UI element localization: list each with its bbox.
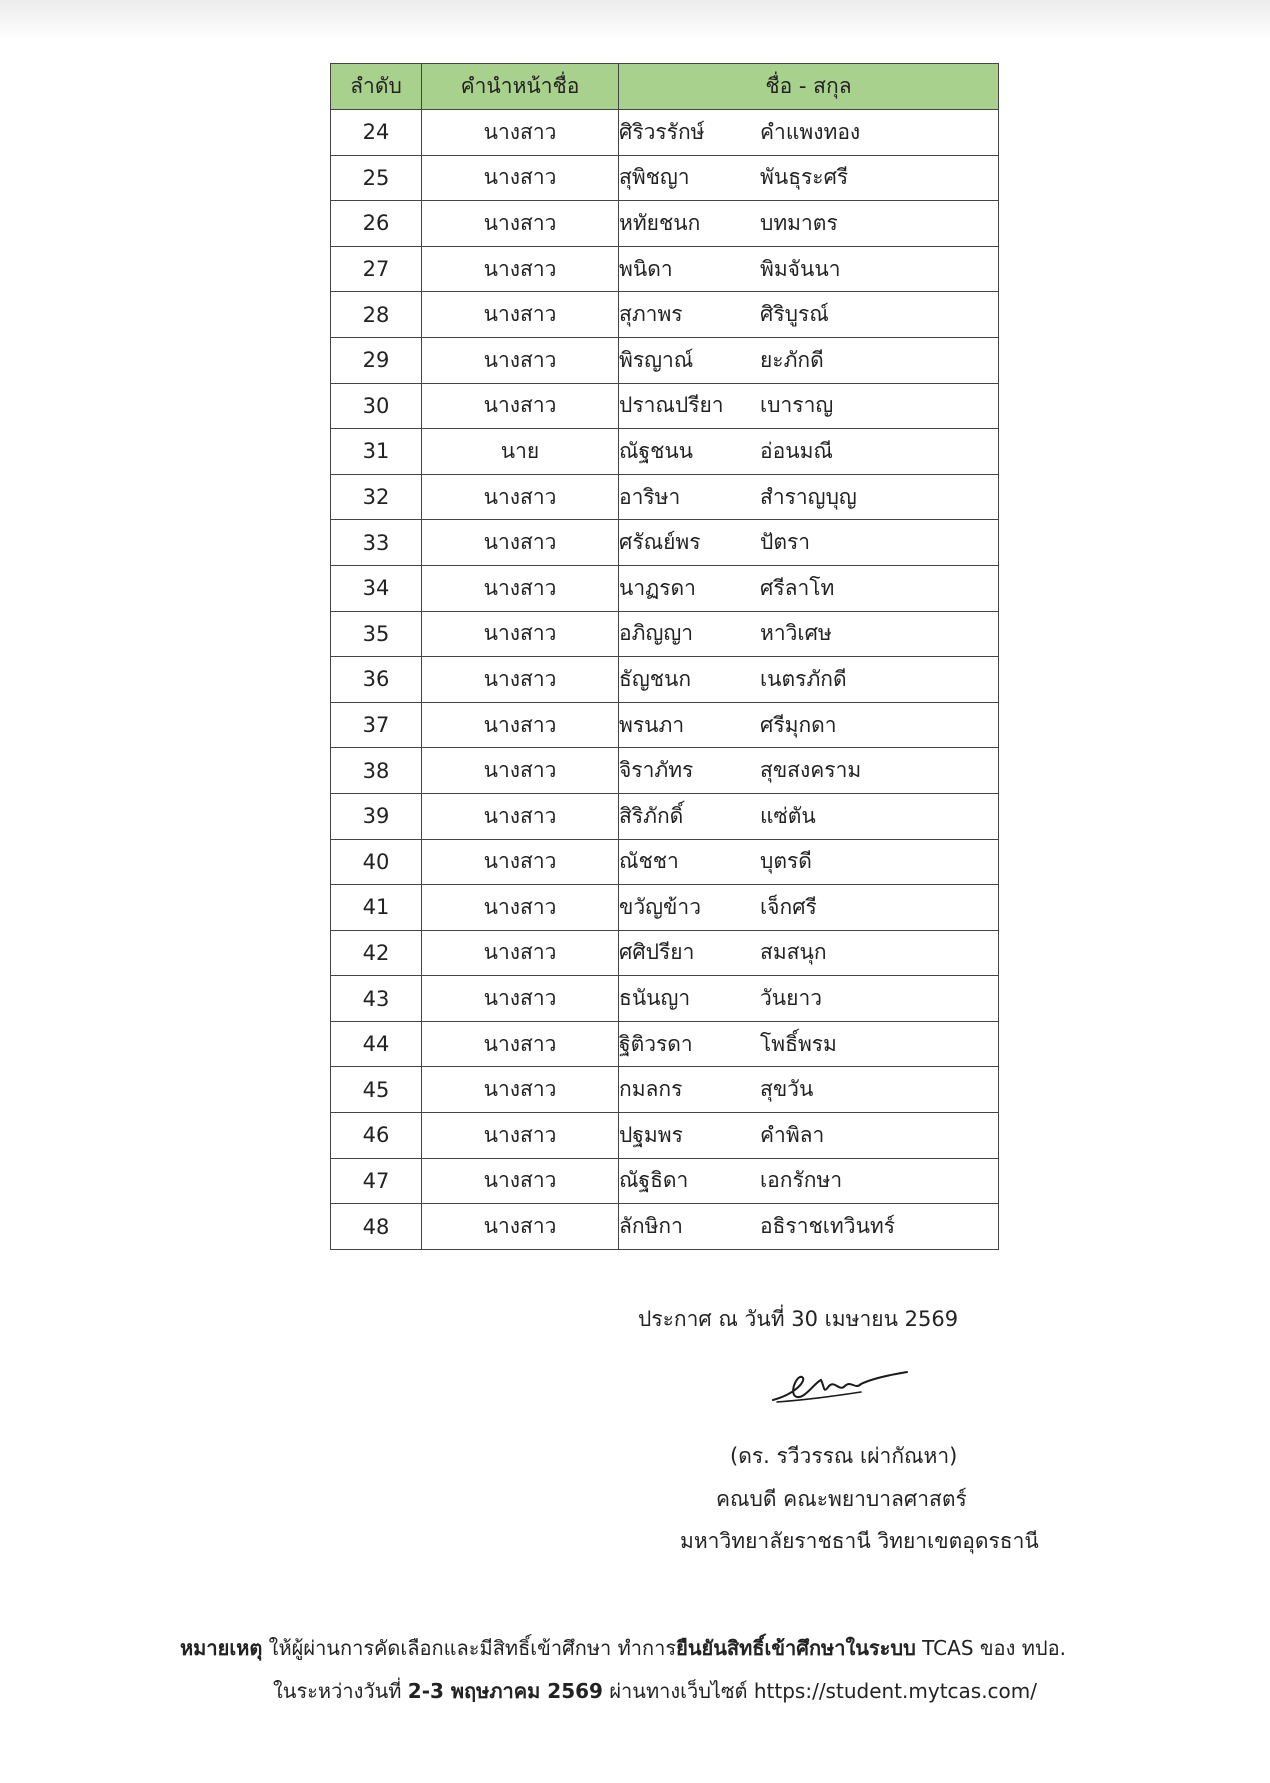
row-number: 44 (331, 1021, 422, 1067)
row-number: 38 (331, 748, 422, 794)
row-last-name: ศิริบูรณ์ (760, 302, 829, 327)
row-prefix: นางสาว (422, 611, 619, 657)
row-number: 45 (331, 1067, 422, 1113)
row-fullname (619, 793, 999, 839)
row-fullname (619, 839, 999, 885)
row-first-name: ณัชชา (619, 849, 679, 874)
note-text-2: TCAS ของ ทปอ. (915, 1636, 1066, 1660)
row-number: 32 (331, 474, 422, 520)
row-number: 46 (331, 1113, 422, 1159)
row-last-name: พันธุระศรี (760, 165, 849, 190)
header-fullname: ชื่อ - สกุล (619, 64, 999, 110)
row-fullname (619, 155, 999, 201)
row-first-name: ศิริวรรักษ์ (619, 119, 705, 144)
table-row (331, 702, 999, 748)
row-fullname (619, 383, 999, 429)
row-prefix: นางสาว (422, 1067, 619, 1113)
table-row (331, 657, 999, 703)
row-number: 37 (331, 702, 422, 748)
table-row (331, 1113, 999, 1159)
row-last-name: สุขวัน (760, 1077, 814, 1102)
row-number: 42 (331, 930, 422, 976)
row-last-name: อ่อนมณี (760, 438, 833, 463)
note-line2-suffix: ผ่านทางเว็บไซต์ https://student.mytcas.com/ (602, 1679, 1038, 1703)
row-last-name: ศรีลาโท (760, 575, 835, 600)
row-number: 48 (331, 1204, 422, 1250)
row-first-name: ธนันญา (619, 986, 691, 1011)
row-fullname (619, 110, 999, 156)
note-line2-dates: 2-3 พฤษภาคม 2569 (407, 1679, 603, 1703)
row-prefix: นางสาว (422, 976, 619, 1022)
row-last-name: หาวิเศษ (760, 621, 832, 646)
row-prefix: นางสาว (422, 520, 619, 566)
table-row (331, 611, 999, 657)
row-number: 33 (331, 520, 422, 566)
row-first-name: สุภาพร (619, 302, 683, 327)
row-number: 28 (331, 292, 422, 338)
row-last-name: โพธิ์พรม (760, 1031, 837, 1056)
row-last-name: สุขสงคราม (760, 758, 862, 783)
row-fullname (619, 337, 999, 383)
note-line2-prefix: ในระหว่างวันที่ (273, 1679, 408, 1703)
table-row (331, 246, 999, 292)
row-first-name: ลักษิกา (619, 1214, 683, 1239)
announcement-date: ประกาศ ณ วันที่ 30 เมษายน 2569 (638, 1307, 959, 1331)
row-fullname (619, 1158, 999, 1204)
table-header-row (331, 64, 999, 110)
row-prefix: นางสาว (422, 793, 619, 839)
row-prefix: นางสาว (422, 930, 619, 976)
table-row (331, 201, 999, 247)
table-row (331, 429, 999, 475)
row-number: 30 (331, 383, 422, 429)
note-text-1: ให้ผู้ผ่านการคัดเลือกและมีสิทธิ์เข้าศึกษา ทำการ (262, 1636, 677, 1660)
row-number: 34 (331, 565, 422, 611)
row-number: 39 (331, 793, 422, 839)
row-number: 26 (331, 201, 422, 247)
header-prefix: คำนำหน้าชื่อ (422, 64, 619, 110)
row-fullname (619, 1204, 999, 1250)
row-number: 25 (331, 155, 422, 201)
table-row (331, 1204, 999, 1250)
row-first-name: ปฐมพร (619, 1122, 683, 1147)
row-last-name: สำราญบุญ (760, 484, 857, 509)
note-line-2 (273, 1675, 1037, 1707)
page-top-shadow (0, 0, 1270, 40)
row-first-name: สุพิชญา (619, 165, 690, 190)
row-fullname (619, 429, 999, 475)
table-row (331, 748, 999, 794)
row-last-name: คำแพงทอง (760, 119, 861, 144)
table-row (331, 930, 999, 976)
row-fullname (619, 1113, 999, 1159)
note-bold-1: ยืนยันสิทธิ์เข้าศึกษาในระบบ (676, 1636, 916, 1660)
row-fullname (619, 885, 999, 931)
table-row (331, 155, 999, 201)
signatory-name: (ดร. รวีวรรณ เผ่ากัณหา) (730, 1444, 958, 1468)
row-fullname (619, 930, 999, 976)
signatory-position: คณบดี คณะพยาบาลศาสตร์ (716, 1487, 967, 1511)
table-row (331, 474, 999, 520)
row-fullname (619, 702, 999, 748)
row-fullname (619, 201, 999, 247)
row-first-name: ณัฐชนน (619, 438, 694, 463)
table-row (331, 383, 999, 429)
row-fullname (619, 292, 999, 338)
row-first-name: ณัฐธิดา (619, 1168, 689, 1193)
row-number: 47 (331, 1158, 422, 1204)
row-prefix: นางสาว (422, 1021, 619, 1067)
row-number: 40 (331, 839, 422, 885)
row-prefix: นางสาว (422, 201, 619, 247)
row-first-name: จิราภัทร (619, 758, 694, 783)
row-last-name: บทมาตร (760, 210, 838, 235)
row-first-name: ศรัณย์พร (619, 530, 701, 555)
row-last-name: ศรีมุกดา (760, 712, 837, 737)
table-row (331, 976, 999, 1022)
row-first-name: อภิญญา (619, 621, 694, 646)
table-row (331, 885, 999, 931)
row-prefix: นางสาว (422, 155, 619, 201)
note-label: หมายเหตุ (180, 1636, 263, 1660)
row-first-name: พนิดา (619, 256, 673, 281)
row-last-name: เจ็กศรี (760, 894, 817, 919)
table-row (331, 292, 999, 338)
row-fullname (619, 565, 999, 611)
header-no: ลำดับ (331, 64, 422, 110)
table-row (331, 110, 999, 156)
row-first-name: ธัญชนก (619, 666, 692, 691)
row-prefix: นางสาว (422, 748, 619, 794)
table-row (331, 337, 999, 383)
row-fullname (619, 657, 999, 703)
row-prefix: นางสาว (422, 1204, 619, 1250)
row-last-name: สมสนุก (760, 940, 827, 965)
row-fullname (619, 1021, 999, 1067)
row-prefix: นางสาว (422, 383, 619, 429)
row-number: 41 (331, 885, 422, 931)
row-last-name: ยะภักดี (760, 347, 824, 372)
row-last-name: เบาราญ (760, 393, 834, 418)
table-row (331, 793, 999, 839)
row-prefix: นางสาว (422, 246, 619, 292)
note-line-1 (180, 1632, 1066, 1664)
table-row (331, 520, 999, 566)
row-number: 36 (331, 657, 422, 703)
row-first-name: พิรญาณ์ (619, 347, 694, 372)
row-last-name: คำพิลา (760, 1122, 825, 1147)
row-prefix: นาย (422, 429, 619, 475)
row-fullname (619, 611, 999, 657)
row-number: 43 (331, 976, 422, 1022)
table-row (331, 565, 999, 611)
row-last-name: พิมจันนา (760, 256, 841, 281)
row-last-name: ปัตรา (760, 530, 811, 555)
handwritten-signature (765, 1362, 915, 1412)
row-number: 29 (331, 337, 422, 383)
row-prefix: นางสาว (422, 1113, 619, 1159)
row-first-name: ศศิปรียา (619, 940, 695, 965)
row-first-name: ปราณปรียา (619, 393, 724, 418)
row-fullname (619, 748, 999, 794)
row-prefix: นางสาว (422, 839, 619, 885)
row-prefix: นางสาว (422, 110, 619, 156)
row-prefix: นางสาว (422, 565, 619, 611)
row-number: 24 (331, 110, 422, 156)
row-first-name: กมลกร (619, 1077, 683, 1102)
row-last-name: บุตรดี (760, 849, 812, 874)
student-list-table (330, 63, 999, 1250)
row-fullname (619, 246, 999, 292)
signatory-organization: มหาวิทยาลัยราชธานี วิทยาเขตอุดรธานี (680, 1529, 1039, 1553)
row-fullname (619, 520, 999, 566)
row-fullname (619, 474, 999, 520)
row-prefix: นางสาว (422, 1158, 619, 1204)
row-fullname (619, 976, 999, 1022)
row-prefix: นางสาว (422, 885, 619, 931)
row-number: 35 (331, 611, 422, 657)
row-last-name: แซ่ตัน (760, 803, 816, 828)
row-first-name: พรนภา (619, 712, 685, 737)
row-first-name: หทัยชนก (619, 210, 701, 235)
row-first-name: ขวัญข้าว (619, 894, 701, 919)
row-prefix: นางสาว (422, 474, 619, 520)
row-prefix: นางสาว (422, 657, 619, 703)
row-first-name: อาริษา (619, 484, 681, 509)
row-prefix: นางสาว (422, 702, 619, 748)
row-first-name: ฐิติวรดา (619, 1031, 693, 1056)
table-row (331, 1021, 999, 1067)
row-last-name: วันยาว (760, 986, 823, 1011)
table-row (331, 839, 999, 885)
row-fullname (619, 1067, 999, 1113)
table-row (331, 1158, 999, 1204)
row-last-name: อธิราชเทวินทร์ (760, 1214, 896, 1239)
row-last-name: เอกรักษา (760, 1168, 843, 1193)
row-number: 27 (331, 246, 422, 292)
row-first-name: สิริภักดิ์ (619, 803, 684, 828)
row-prefix: นางสาว (422, 292, 619, 338)
row-last-name: เนตรภักดี (760, 666, 847, 691)
row-first-name: นาฏรดา (619, 575, 696, 600)
table-row (331, 1067, 999, 1113)
row-number: 31 (331, 429, 422, 475)
table-body (331, 110, 999, 1250)
row-prefix: นางสาว (422, 337, 619, 383)
